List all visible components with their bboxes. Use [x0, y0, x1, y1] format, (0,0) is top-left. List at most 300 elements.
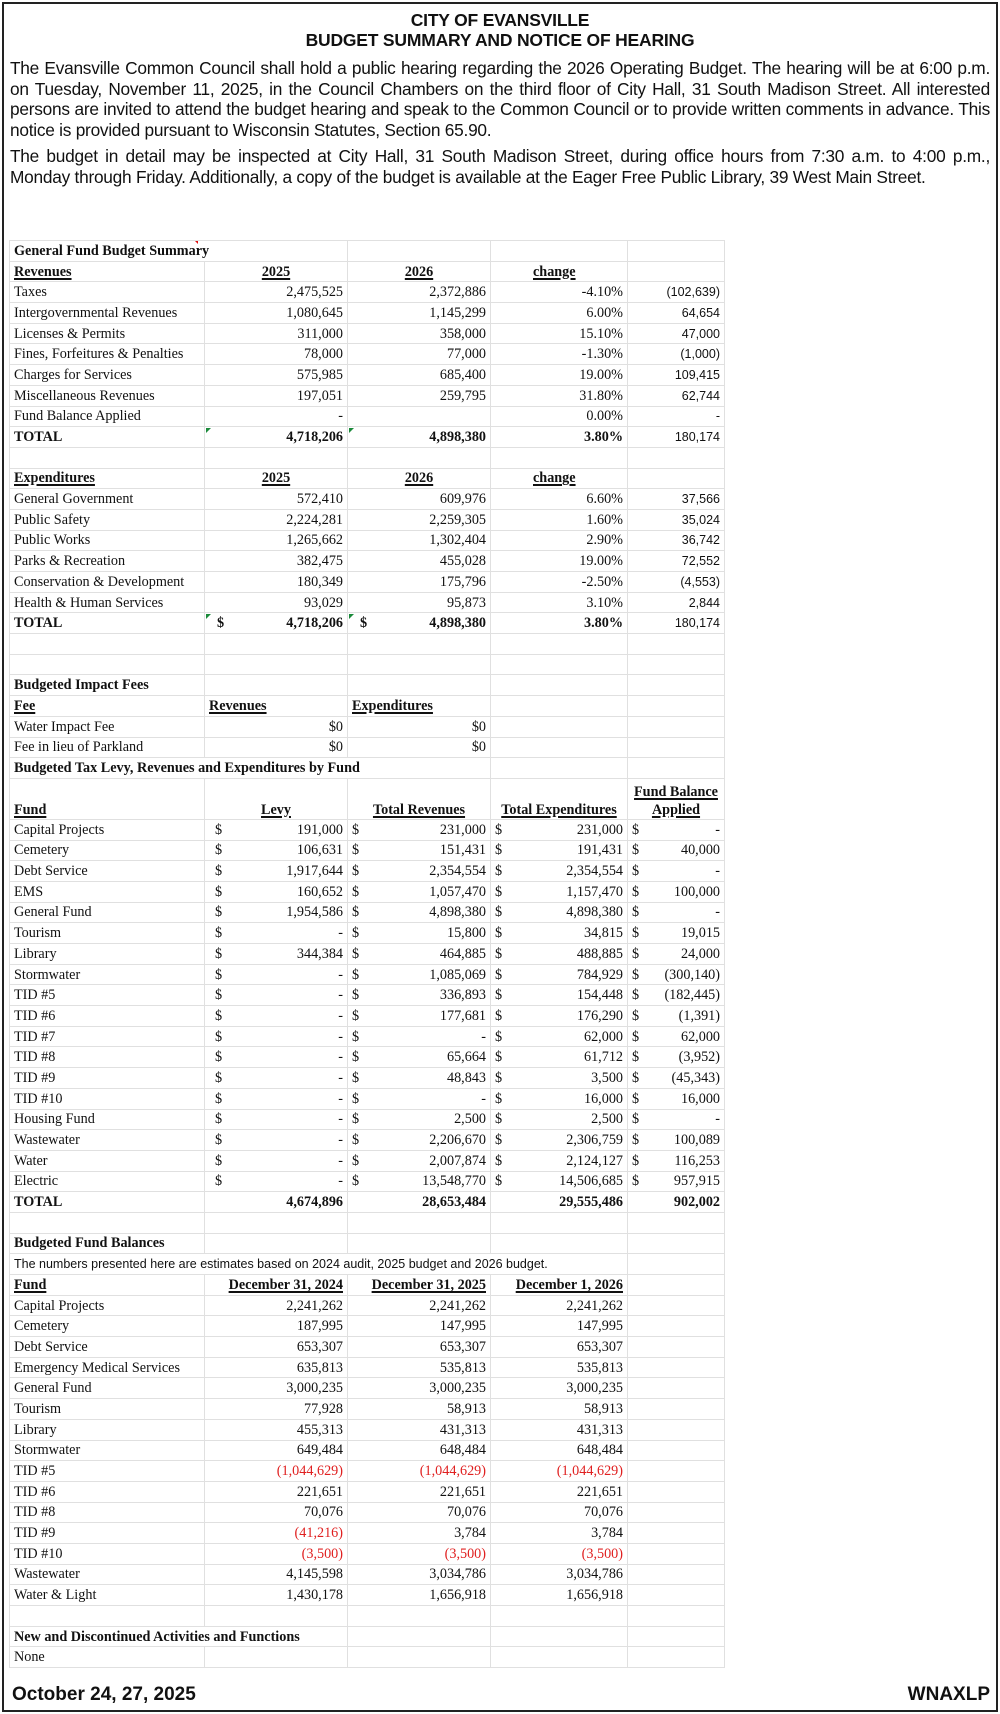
dollar-change: 2,844: [628, 592, 725, 613]
currency-symbol: $: [215, 863, 223, 880]
currency-symbol: $: [495, 987, 503, 1004]
balance-amount: 3,034,786: [348, 1564, 491, 1585]
currency-symbol: $: [352, 1152, 360, 1169]
currency-symbol: $: [215, 1069, 223, 1086]
header-label: change: [533, 470, 576, 487]
revenues-amount: [348, 1130, 491, 1151]
amount: 464,885: [439, 945, 486, 962]
section-title: General Fund Budget Summary: [10, 241, 348, 262]
activities-value-row: [10, 1647, 725, 1668]
amount: 784,929: [576, 966, 623, 983]
revenues-amount: [348, 1171, 491, 1192]
empty-cell: [628, 634, 725, 655]
balance-amount: 3,000,235: [205, 1378, 348, 1399]
header-label: Fee: [14, 697, 36, 714]
dollar-change: 62,744: [628, 385, 725, 406]
amount: 15,800: [446, 925, 486, 942]
empty-cell: [348, 1606, 491, 1627]
fee-revenues: $0: [205, 737, 348, 758]
revenues-amount: [348, 881, 491, 902]
balance-amount: 3,000,235: [491, 1378, 628, 1399]
currency-symbol: $: [352, 821, 360, 838]
formula-indicator-icon: [206, 614, 211, 619]
fund-name: Cemetery: [10, 1316, 205, 1337]
empty-cell: [10, 634, 205, 655]
currency-symbol: $: [352, 842, 360, 859]
currency-symbol: $: [215, 1007, 223, 1024]
amount: 40,000: [680, 842, 720, 859]
empty-cell: [205, 634, 348, 655]
dollar-change: 64,654: [628, 303, 725, 324]
fund-name: Capital Projects: [10, 1295, 205, 1316]
fund-balance-row: [10, 1440, 725, 1461]
column-header: [348, 696, 491, 717]
fund-name: EMS: [10, 881, 205, 902]
amount: 176,290: [576, 1007, 623, 1024]
currency-symbol: $: [495, 842, 503, 859]
section-title: Budgeted Tax Levy, Revenues and Expenditures by Fund: [10, 758, 491, 779]
empty-cell: [491, 1606, 628, 1627]
currency-symbol: $: [215, 1049, 223, 1066]
fund-name: TID #5: [10, 1461, 205, 1482]
expenditures-amount: [491, 1130, 628, 1151]
empty-cell: [628, 1233, 725, 1254]
fund-name: TID #7: [10, 1026, 205, 1047]
currency-symbol: $: [495, 1007, 503, 1024]
empty-cell: [628, 1295, 725, 1316]
levy-amount: [205, 1150, 348, 1171]
header-label: December 31, 2025: [371, 1276, 486, 1293]
general-fund-title-row: [10, 241, 725, 262]
header-label: Applied: [651, 801, 701, 818]
total-label: TOTAL: [10, 427, 205, 448]
balance-amount: (1,044,629): [205, 1461, 348, 1482]
levy-amount: [205, 964, 348, 985]
fund-balance-applied: [628, 1109, 725, 1130]
amount: 2,007,874: [429, 1152, 486, 1169]
fee-label: Fee in lieu of Parkland: [10, 737, 205, 758]
currency-symbol: $: [632, 987, 640, 1004]
currency-symbol: $: [215, 945, 223, 962]
empty-cell: [348, 447, 491, 468]
fund-balance-row: [10, 1357, 725, 1378]
amount: -: [481, 1090, 486, 1107]
dollar-change: 109,415: [628, 365, 725, 386]
section-note: The numbers presented here are estimates based on 2024 audit, 2025 budget and 2026 budget.: [10, 1254, 628, 1275]
empty-cell: [491, 1233, 628, 1254]
amount-2025: -: [205, 406, 348, 427]
percent-change: 15.10%: [491, 323, 628, 344]
currency-symbol: $: [632, 904, 640, 921]
currency-symbol: $: [632, 966, 640, 983]
empty-cell: [491, 758, 628, 779]
balance-amount: 77,928: [205, 1399, 348, 1420]
blank-row: [10, 447, 725, 468]
currency-symbol: $: [352, 863, 360, 880]
empty-cell: [628, 758, 725, 779]
percent-change: 2.90%: [491, 530, 628, 551]
levy-title-row: [10, 758, 725, 779]
fund-name: Debt Service: [10, 1337, 205, 1358]
header-label: 2025: [261, 263, 291, 280]
levy-row: [10, 944, 725, 965]
empty-cell: [628, 1626, 725, 1647]
levy-amount: [205, 902, 348, 923]
empty-cell: [491, 654, 628, 675]
currency-symbol: $: [632, 1132, 640, 1149]
revenues-amount: [348, 902, 491, 923]
levy-row: [10, 1006, 725, 1027]
total-2025: 4,718,206: [205, 427, 348, 448]
notice-footer: [12, 1684, 990, 1706]
currency-symbol: $: [352, 1049, 360, 1066]
fund-name: TID #6: [10, 1006, 205, 1027]
amount: -: [338, 1111, 343, 1128]
fund-balance-applied: [628, 985, 725, 1006]
balance-amount: 653,307: [205, 1337, 348, 1358]
empty-cell: [348, 1647, 491, 1668]
header-label: 2026: [404, 470, 434, 487]
currency-symbol: $: [215, 1152, 223, 1169]
revenue-row: [10, 282, 725, 303]
percent-change: -4.10%: [491, 282, 628, 303]
levy-amount: [205, 881, 348, 902]
total-change: 3.80%: [491, 427, 628, 448]
currency-symbol: $: [495, 925, 503, 942]
percent-change: 19.00%: [491, 551, 628, 572]
impact-fee-row: [10, 716, 725, 737]
impact-fee-row: [10, 737, 725, 758]
column-header: [10, 696, 205, 717]
levy-amount: [205, 1171, 348, 1192]
amount-2026: 685,400: [348, 365, 491, 386]
amount-2026: 358,000: [348, 323, 491, 344]
column-header: [348, 468, 491, 489]
amount: 3,500: [591, 1069, 623, 1086]
header-label: Fund: [14, 801, 47, 818]
percent-change: 1.60%: [491, 509, 628, 530]
fund-balance-applied: [628, 902, 725, 923]
levy-amount: [205, 819, 348, 840]
empty-cell: [491, 1647, 628, 1668]
fund-balance-applied: [628, 1047, 725, 1068]
fund-name: TID #6: [10, 1481, 205, 1502]
amount: 2,206,670: [429, 1132, 486, 1149]
balance-amount: (1,044,629): [491, 1461, 628, 1482]
empty-cell: [628, 1647, 725, 1668]
fund-name: Emergency Medical Services: [10, 1357, 205, 1378]
column-header: [348, 1275, 491, 1296]
currency-symbol: $: [215, 842, 223, 859]
fund-balance-row: [10, 1399, 725, 1420]
currency-symbol: $: [215, 925, 223, 942]
total-2026: [348, 613, 491, 634]
levy-amount: [205, 985, 348, 1006]
amount: -: [338, 925, 343, 942]
levy-total-row: [10, 1192, 725, 1213]
balance-amount: 147,995: [491, 1316, 628, 1337]
fund-balances-header-row: [10, 1275, 725, 1296]
dollar-change: 37,566: [628, 489, 725, 510]
header-label: 2025: [261, 470, 291, 487]
currency-symbol: $: [215, 1090, 223, 1107]
amount: 24,000: [680, 945, 720, 962]
total-2026: 4,898,380: [348, 427, 491, 448]
amount-2026: 175,796: [348, 572, 491, 593]
levy-amount: [205, 861, 348, 882]
currency-symbol: $: [352, 966, 360, 983]
balance-amount: 2,241,262: [491, 1295, 628, 1316]
fund-balance-applied: [628, 1006, 725, 1027]
percent-change: 6.00%: [491, 303, 628, 324]
expenditure-row: [10, 530, 725, 551]
header-label: Revenues: [209, 697, 267, 714]
fund-balance-applied: [628, 1088, 725, 1109]
amount: -: [715, 863, 720, 880]
levy-row: [10, 902, 725, 923]
levy-amount: [205, 923, 348, 944]
empty-cell: [628, 261, 725, 282]
fund-name: Library: [10, 944, 205, 965]
header-label: Total Revenues: [372, 801, 466, 818]
fund-name: Tourism: [10, 1399, 205, 1420]
amount-2025: 575,985: [205, 365, 348, 386]
line-item-label: Fines, Forfeitures & Penalties: [10, 344, 205, 365]
levy-amount: [205, 1047, 348, 1068]
empty-cell: [628, 1585, 725, 1606]
line-item-label: Taxes: [10, 282, 205, 303]
column-header: [205, 261, 348, 282]
empty-cell: [628, 1212, 725, 1233]
fund-balance-applied: [628, 944, 725, 965]
empty-cell: [628, 1543, 725, 1564]
currency-symbol: $: [632, 945, 640, 962]
amount: 13,548,770: [422, 1173, 486, 1190]
currency-symbol: $: [495, 1132, 503, 1149]
currency-symbol: $: [495, 945, 503, 962]
amount: 2,124,127: [566, 1152, 623, 1169]
expenditure-row: [10, 592, 725, 613]
amount: -: [338, 1132, 343, 1149]
levy-row: [10, 1068, 725, 1089]
amount-2025: 1,080,645: [205, 303, 348, 324]
column-header: [491, 261, 628, 282]
currency-symbol: $: [352, 1007, 360, 1024]
column-header: [205, 778, 348, 819]
dollar-change: 47,000: [628, 323, 725, 344]
balance-amount: 653,307: [491, 1337, 628, 1358]
line-item-label: Intergovernmental Revenues: [10, 303, 205, 324]
fund-name: TID #10: [10, 1543, 205, 1564]
line-item-label: Fund Balance Applied: [10, 406, 205, 427]
amount: (1,391): [678, 1007, 720, 1024]
column-header: [10, 778, 205, 819]
currency-symbol: $: [632, 863, 640, 880]
header-label: Fund Balance: [634, 783, 718, 800]
levy-row: [10, 1130, 725, 1151]
expenditure-row: [10, 489, 725, 510]
amount: 488,885: [576, 945, 623, 962]
column-header: [205, 696, 348, 717]
fund-balance-applied: [628, 1130, 725, 1151]
header-label: Revenues: [14, 263, 72, 280]
blank-row: [10, 634, 725, 655]
expenditures-amount: [491, 881, 628, 902]
amount-2025: 197,051: [205, 385, 348, 406]
empty-cell: [491, 1212, 628, 1233]
empty-cell: [348, 1233, 491, 1254]
balance-amount: 431,313: [348, 1419, 491, 1440]
levy-row: [10, 923, 725, 944]
currency-symbol: $: [632, 925, 640, 942]
balance-amount: 221,651: [348, 1481, 491, 1502]
fund-name: Water: [10, 1150, 205, 1171]
line-item-label: Public Works: [10, 530, 205, 551]
revenues-amount: [348, 944, 491, 965]
revenue-row: [10, 406, 725, 427]
empty-cell: [205, 1606, 348, 1627]
empty-cell: [10, 447, 205, 468]
amount-2026: 95,873: [348, 592, 491, 613]
empty-cell: [491, 447, 628, 468]
empty-cell: [628, 1254, 725, 1275]
blank-row: [10, 654, 725, 675]
empty-cell: [348, 1626, 491, 1647]
currency-symbol: $: [632, 1069, 640, 1086]
balance-amount: 455,313: [205, 1419, 348, 1440]
line-item-label: Miscellaneous Revenues: [10, 385, 205, 406]
expenditure-row: [10, 551, 725, 572]
levy-amount: [205, 1026, 348, 1047]
empty-cell: [628, 1564, 725, 1585]
fund-name: Stormwater: [10, 964, 205, 985]
amount: 106,631: [296, 842, 343, 859]
amount: 62,000: [583, 1028, 623, 1045]
inspection-paragraph: The budget in detail may be inspected at City Hall, 31 South Madison Street, during office hours from 7:30 a.m. to 4:00 p.m., Monday through Friday. Additionally, a copy of the budget is available at the Eager Free Public Library, 39 West Main Street.: [10, 146, 990, 187]
fund-name: Wastewater: [10, 1130, 205, 1151]
amount: (3,952): [678, 1049, 720, 1066]
empty-cell: [628, 675, 725, 696]
levy-amount: [205, 1109, 348, 1130]
empty-cell: [628, 1523, 725, 1544]
expenditures-amount: [491, 964, 628, 985]
notice-title-line1: CITY OF EVANSVILLE: [410, 10, 590, 30]
currency-symbol: $: [495, 1028, 503, 1045]
amount: -: [338, 1069, 343, 1086]
balance-amount: (3,500): [205, 1543, 348, 1564]
amount: -: [338, 1049, 343, 1066]
balance-amount: 1,656,918: [491, 1585, 628, 1606]
balance-amount: (41,216): [205, 1523, 348, 1544]
activities-value: None: [10, 1647, 205, 1668]
amount: 61,712: [583, 1049, 623, 1066]
amount: -: [715, 1111, 720, 1128]
revenues-amount: [348, 1047, 491, 1068]
balance-amount: 1,656,918: [348, 1585, 491, 1606]
levy-amount: [205, 1088, 348, 1109]
total-diff: 180,174: [628, 427, 725, 448]
currency-symbol: $: [215, 904, 223, 921]
amount-2026: [348, 406, 491, 427]
activities-title-row: [10, 1626, 725, 1647]
fund-balances-title-row: [10, 1233, 725, 1254]
notice-title-line2: BUDGET SUMMARY AND NOTICE OF HEARING: [305, 30, 695, 50]
amount: 160,652: [296, 883, 343, 900]
empty-cell: [628, 1481, 725, 1502]
revenues-amount: [348, 1150, 491, 1171]
fee-expenditures: $0: [348, 737, 491, 758]
revenues-amount: [348, 1026, 491, 1047]
balance-amount: (3,500): [348, 1543, 491, 1564]
header-label: Total Expenditures: [501, 801, 617, 818]
total-diff: 180,174: [628, 613, 725, 634]
amount: 1,157,470: [566, 883, 623, 900]
revenues-amount: [348, 923, 491, 944]
expenditure-row: [10, 572, 725, 593]
empty-cell: [491, 241, 628, 262]
levy-row: [10, 881, 725, 902]
levy-row: [10, 964, 725, 985]
empty-cell: [628, 716, 725, 737]
currency-symbol: $: [352, 925, 360, 942]
balance-amount: 3,034,786: [491, 1564, 628, 1585]
empty-cell: [205, 654, 348, 675]
empty-cell: [628, 447, 725, 468]
amount: 2,500: [454, 1111, 486, 1128]
currency-symbol: $: [360, 615, 368, 632]
expenditures-amount: [491, 902, 628, 923]
empty-cell: [491, 1626, 628, 1647]
total-expenditures: 29,555,486: [491, 1192, 628, 1213]
empty-cell: [628, 241, 725, 262]
currency-symbol: $: [215, 1173, 223, 1190]
levy-amount: [205, 840, 348, 861]
fund-balance-applied: [628, 819, 725, 840]
amount: (182,445): [664, 987, 720, 1004]
percent-change: 19.00%: [491, 365, 628, 386]
empty-cell: [205, 675, 348, 696]
formula-indicator-icon: [349, 428, 354, 433]
comment-indicator-icon: [193, 241, 198, 245]
line-item-label: General Government: [10, 489, 205, 510]
amount: 100,000: [673, 883, 720, 900]
empty-cell: [628, 1316, 725, 1337]
column-header: [491, 468, 628, 489]
currency-symbol: $: [495, 883, 503, 900]
amount: 34,815: [583, 925, 623, 942]
fund-balances-note-row: [10, 1254, 725, 1275]
levy-row: [10, 1171, 725, 1192]
percent-change: 6.60%: [491, 489, 628, 510]
total-levy: 4,674,896: [205, 1192, 348, 1213]
budget-spreadsheet: [9, 240, 725, 1668]
revenues-amount: [348, 1068, 491, 1089]
currency-symbol: $: [352, 1111, 360, 1128]
amount-2025: 311,000: [205, 323, 348, 344]
revenue-row: [10, 365, 725, 386]
balance-amount: 3,784: [491, 1523, 628, 1544]
column-header: [628, 778, 725, 819]
empty-cell: [348, 654, 491, 675]
empty-cell: [348, 1212, 491, 1233]
amount: -: [338, 966, 343, 983]
fund-balance-row: [10, 1543, 725, 1564]
fund-balance-row: [10, 1481, 725, 1502]
column-header: [348, 261, 491, 282]
empty-cell: [10, 654, 205, 675]
fund-name: TID #8: [10, 1502, 205, 1523]
total-change: 3.80%: [491, 613, 628, 634]
